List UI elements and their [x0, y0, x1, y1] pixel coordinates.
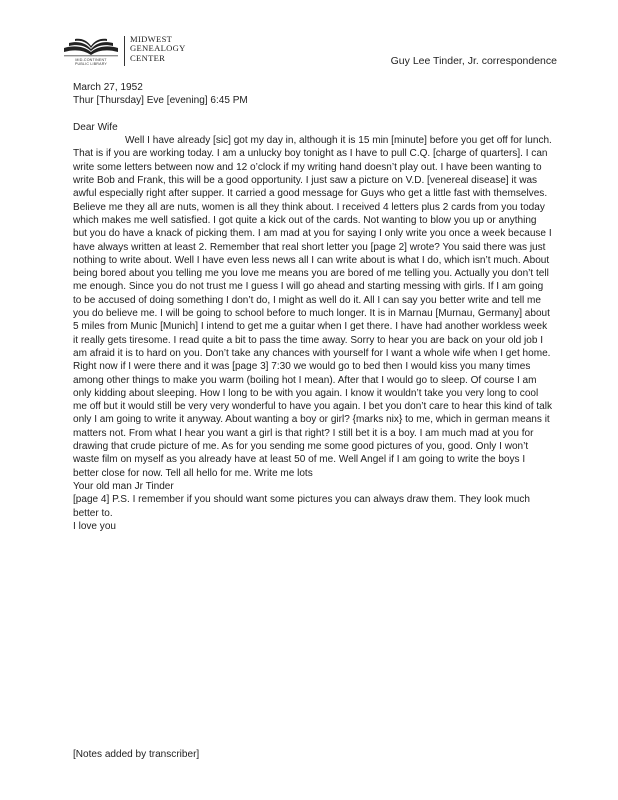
letter-time: Thur [Thursday] Eve [evening] 6:45 PM [73, 95, 248, 107]
logo-divider [124, 36, 125, 66]
page-header [62, 36, 557, 70]
logo-line-3: CENTER [130, 52, 166, 63]
letter-body: Well I have already [sic] got my day in, although it is 15 min [minute] before you get off for lunch. That is if you are working today. I am a unlucky boy tonight as I have to pull C.Q. [charge of quarters]. I can write some letters between now and 12 o’clock if my writing hand doesn’t play out. I have been wanting to write Bob and Frank, this will be a good opportunity. I just saw a picture on V.D. [venereal disease] it was awful especially right after supper. It carried a good message for Guys who get a little fast with themselves. Believe me they all are nuts, women is all they think about. I received 4 letters plus 2 cards from you today which makes me well satisfied. I got quite a kick out of the cards. Not wanting to blow you up or anything but you do have a knack of picking them. I am mad at you for saying I only write you once a week because I have always written at least 2. Remember that real short letter you [page 2] wrote? You said there was just nothing to write about. Well I have even less news all I can write about is what I do, which isn’t much. About being bored about you telling me you love me means you are bored of me telling you. Actually you don’t tell me enough. Since you do not trust me I guess I will go ahead and starting messing with girls. If I am going to be accused of doing something I don’t do, I might as well do it. All I can say you better write and tell me you do believe me. I will be going to school before to much longer. It is in Marnau [Murnau, Germany] about 5 miles from Munic [Munich] I intend to get me a guitar when I get there. I have had another workless week it really gets tiresome. I read quite a bit to pass the time away. Sorry to hear you are back on your old job I am afraid it is to hard on you. Don’t take any chances with yourself for I want a whole wife when I get home. Right now if I were there and it was [page 3] 7:30 we would go to bed then I would kiss you many times among other things to make you warm (boiling hot I mean). After that I would go to sleep. Of course I am only kidding about sleeping. How I long to be with you again. I know it wouldn’t take you very long to cool me off but it would still be very very wonderful to have you again. I bet you don’t care to hear this kind of talk only I am going to write it anyway. About wanting a boy or girl? {marks nix} to me, which in german means it matters not. From what I hear you want a girl is that right? I still bet it is a boy. I am much mad at you for drawing that crude picture of me. As for you sending me some good pictures of you, good. Only I won’t waste film on myself as you already have at least 50 of me. Well Angel if I am going to write the boys I better close for now. Tell all hello for me. Write me lots [73, 135, 552, 479]
logo-subtext-line2: PUBLIC LIBRARY [74, 62, 108, 66]
logo-line-1: MIDWEST [130, 34, 173, 44]
library-logo [62, 36, 232, 70]
logo-line-2: GENEALOGY [130, 43, 186, 54]
logo-subtext-line1: MID-CONTINENT [75, 58, 107, 62]
letter-final-line: I love you [73, 520, 117, 532]
collection-title: Guy Lee Tinder, Jr. correspondence [390, 55, 557, 67]
letter-closing: Your old man Jr Tinder [73, 480, 174, 492]
logo-wordmark [130, 35, 186, 63]
spacer [73, 108, 553, 121]
transcriber-note: [Notes added by transcriber] [73, 749, 200, 760]
letter-postscript: [page 4] P.S. I remember if you should want some pictures you can always draw them. They look much better to. [73, 494, 530, 519]
logo-subtext [62, 58, 120, 66]
letter-date: March 27, 1952 [73, 82, 143, 93]
letter-transcription [73, 81, 553, 533]
letter-salutation: Dear Wife [73, 121, 118, 133]
